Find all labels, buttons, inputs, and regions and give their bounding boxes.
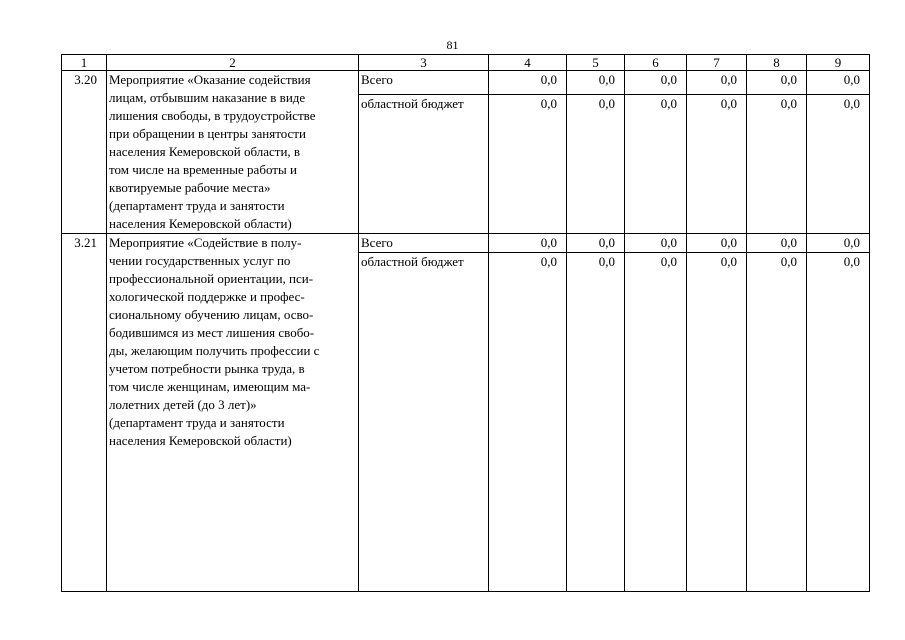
value-cell: 0,0: [567, 234, 625, 253]
funding-source-total: Всего: [359, 71, 489, 95]
row-description: [107, 234, 359, 592]
row-id: 3.21: [62, 234, 107, 592]
description-line: населения Кемеровской области): [109, 433, 292, 448]
header-cell-3: 3: [359, 55, 489, 71]
value-cell: 0,0: [625, 71, 687, 95]
value-cell: 0,0: [489, 234, 567, 253]
value-cell: 0,0: [567, 253, 625, 592]
header-cell-5: 5: [567, 55, 625, 71]
description-line: Мероприятие «Содействие в полу-: [109, 235, 302, 250]
description-line: лицам, отбывшим наказание в виде: [109, 90, 306, 105]
header-cell-7: 7: [687, 55, 747, 71]
value-cell: 0,0: [567, 95, 625, 234]
value-cell: 0,0: [625, 95, 687, 234]
value-cell: 0,0: [489, 253, 567, 592]
description-line: том числе женщинам, имеющим ма-: [109, 379, 311, 394]
header-cell-1: 1: [62, 55, 107, 71]
description-line: Мероприятие «Оказание содействия: [109, 72, 311, 87]
value-cell: 0,0: [687, 95, 747, 234]
description-line: ды, желающим получить профессии с: [109, 343, 320, 358]
value-cell: 0,0: [489, 95, 567, 234]
description-line: том числе на временные работы и: [109, 162, 297, 177]
value-cell: 0,0: [625, 253, 687, 592]
description-line: лолетних детей (до 3 лет)»: [109, 397, 257, 412]
row-description: [107, 71, 359, 234]
header-cell-8: 8: [747, 55, 807, 71]
row-id: 3.20: [62, 71, 107, 234]
value-cell: 0,0: [687, 253, 747, 592]
description-line: сиональному обучению лицам, осво-: [109, 307, 314, 322]
description-line: населения Кемеровской области, в: [109, 144, 301, 159]
description-line: учетом потребности рынка труда, в: [109, 361, 305, 376]
table-row: [62, 71, 870, 95]
description-line: населения Кемеровской области): [109, 216, 292, 231]
description-line: бодившимся из мест лишения свобо-: [109, 325, 315, 340]
description-line: (департамент труда и занятости: [109, 415, 285, 430]
value-cell: 0,0: [687, 71, 747, 95]
description-line: при обращении в центры занятости: [109, 126, 306, 141]
value-cell: 0,0: [489, 71, 567, 95]
value-cell: 0,0: [747, 234, 807, 253]
value-cell: 0,0: [567, 71, 625, 95]
value-cell: 0,0: [807, 71, 870, 95]
funding-source-regional: областной бюджет: [359, 95, 489, 234]
table-header-row: [62, 55, 870, 71]
value-cell: 0,0: [807, 234, 870, 253]
page-number: 81: [446, 38, 459, 52]
header-cell-4: 4: [489, 55, 567, 71]
header-cell-2: 2: [107, 55, 359, 71]
description-line: (департамент труда и занятости: [109, 198, 285, 213]
value-cell: 0,0: [807, 253, 870, 592]
header-cell-9: 9: [807, 55, 870, 71]
value-cell: 0,0: [625, 234, 687, 253]
value-cell: 0,0: [687, 234, 747, 253]
table-row: [62, 234, 870, 253]
value-cell: 0,0: [807, 95, 870, 234]
description-line: квотируемые рабочие места»: [109, 180, 271, 195]
value-cell: 0,0: [747, 71, 807, 95]
value-cell: 0,0: [747, 95, 807, 234]
description-line: профессиональной ориентации, пси-: [109, 271, 314, 286]
budget-table: [61, 54, 870, 592]
header-cell-6: 6: [625, 55, 687, 71]
description-line: чении государственных услуг по: [109, 253, 291, 268]
funding-source-regional: областной бюджет: [359, 253, 489, 592]
description-line: лишения свободы, в трудоустройстве: [109, 108, 316, 123]
funding-source-total: Всего: [359, 234, 489, 253]
value-cell: 0,0: [747, 253, 807, 592]
description-line: хологической поддержке и профес-: [109, 289, 305, 304]
